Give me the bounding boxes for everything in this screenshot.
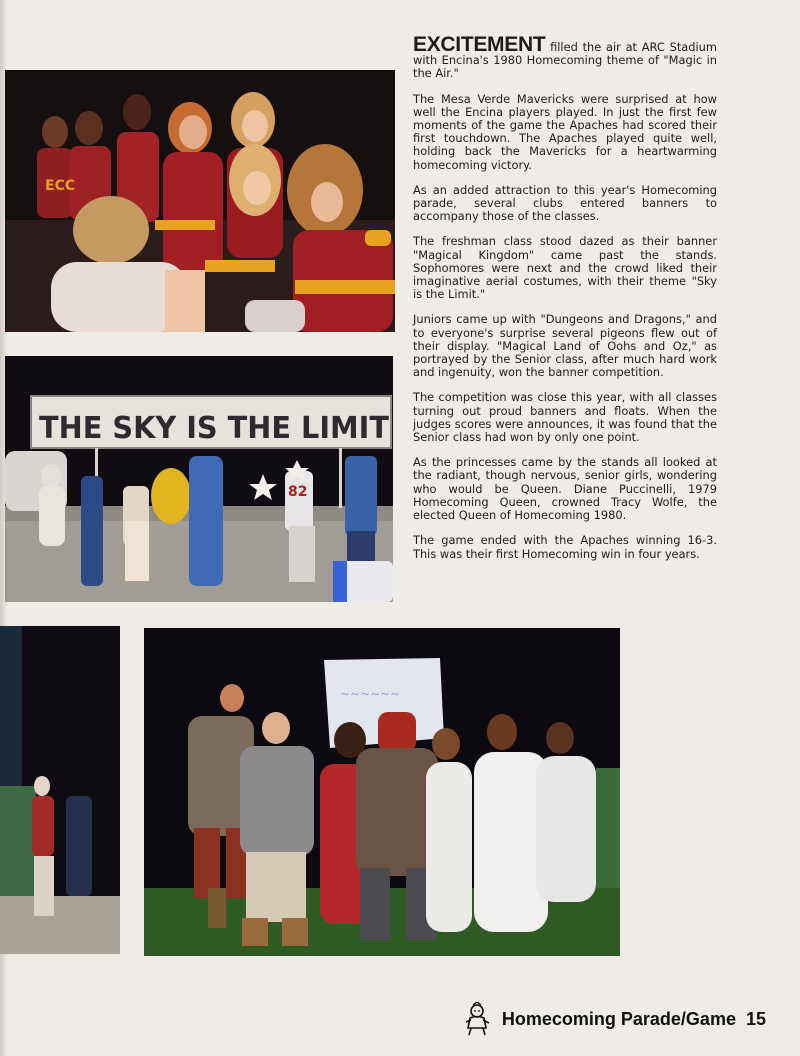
sky-banner-photo bbox=[5, 356, 393, 602]
mascot-icon bbox=[462, 1002, 492, 1036]
article-paragraph-7: As the princesses came by the stands all looked at the radiant, though nervous, senior girls, wondering who would be Queen. Diane Puccinelli, 1979 Homecoming Queen, crowned Tracy Wolfe, the elected Queen of Homecoming 1980. bbox=[413, 455, 717, 523]
article-lead-text: filled the air at ARC Stadium with Encina's 1980 Homecoming theme of "Magic in the Air." bbox=[413, 40, 717, 81]
banner-text: THE SKY IS THE LIMIT bbox=[39, 411, 390, 446]
cheerleaders-photo bbox=[5, 70, 395, 332]
jersey-number: 82 bbox=[288, 484, 308, 500]
article-paragraph-3: As an added attraction to this year's Homecoming parade, several clubs entered banners to accompany those of the classes. bbox=[413, 182, 717, 224]
footer-section-title: Homecoming Parade/Game bbox=[501, 1008, 736, 1029]
article-paragraph-8: The game ended with the Apaches winning 16-3. This was their first Homecoming win in four years. bbox=[413, 533, 717, 561]
article-paragraph-4: The freshman class stood dazed as their banner "Magical Kingdom" came past the stands. Sophomores were next and the crowd liked their imaginative aerial costumes, with their theme "Sky is the Limit." bbox=[413, 234, 717, 302]
article-paragraph-2: The Mesa Verde Mavericks were surprised at how well the Encina players played. In just the first few moments of the game the Apaches had scored their first touchdown. The Apaches played quite well, holding back the Mavericks for a heartwarming homecoming victory. bbox=[413, 91, 717, 172]
article-paragraph-5: Juniors came up with "Dungeons and Dragons," and to everyone's surprise several pigeons flew out of their display. "Magical Land of Oohs and Oz," as portrayed by the Senior class, after much hard work and ingenuity, won the banner competition. bbox=[413, 312, 717, 380]
page-footer bbox=[462, 1002, 766, 1036]
footer-page-number: 15 bbox=[745, 1008, 766, 1029]
cheer-uniform-letters: ECC bbox=[45, 178, 76, 194]
article-lead-word: EXCITEMENT bbox=[413, 33, 546, 56]
article-paragraph-6: The competition was close this year, with all classes turning out proud banners and floats. When the judges scores were announces, it was found that the Senior class had won by only one point. bbox=[413, 390, 717, 445]
knights-princesses-photo bbox=[144, 628, 620, 956]
homecoming-article bbox=[413, 33, 717, 573]
svg-text:~~~~~~: ~~~~~~ bbox=[340, 687, 401, 701]
parade-side-photo bbox=[0, 626, 120, 954]
article-paragraph-1 bbox=[413, 33, 717, 81]
